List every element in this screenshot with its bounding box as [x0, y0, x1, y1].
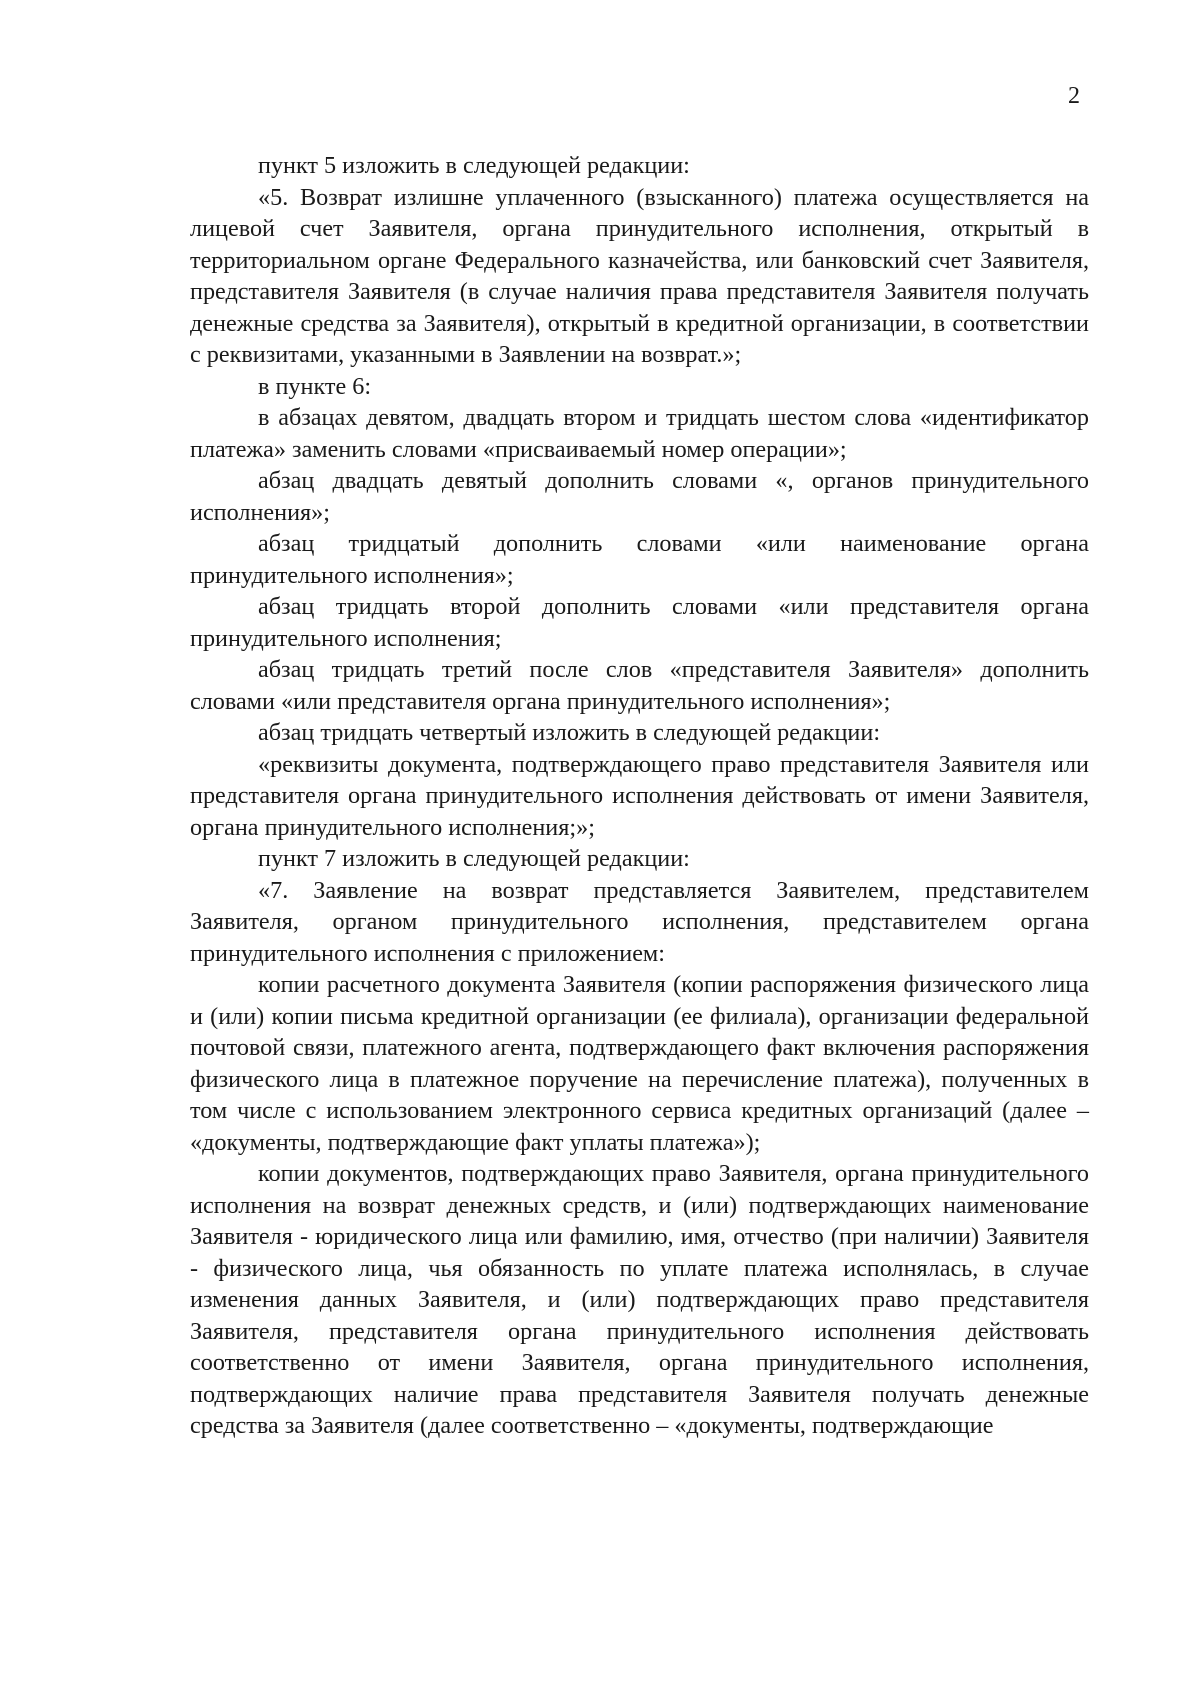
- document-body: [190, 150, 1089, 1442]
- paragraph: копии расчетного документа Заявителя (копии распоряжения физического лица и (или) копии письма кредитной организации (ее филиала), организации федеральной почтовой связи, платежного агента, подтверждающего факт включения распоряжения физического лица в платежное поручение на перечисление платежа), полученных в том числе с использованием электронного сервиса кредитных организаций (далее – «документы, подтверждающие факт уплаты платежа»);: [190, 971, 1089, 1156]
- paragraph: в пункте 6:: [258, 372, 372, 400]
- paragraph: копии документов, подтверждающих право Заявителя, органа принудительного исполнения на возврат денежных средств, и (или) подтверждающих наименование Заявителя - юридического лица или фамилию, имя, отчество (при наличии) Заявителя - физического лица, чья обязанность по уплате платежа исполнялась, в случае изменения данных Заявителя, и (или) подтверждающих право представителя Заявителя, представителя органа принудительного исполнения действовать соответственно от имени Заявителя, органа принудительного исполнения, подтверждающих наличие права представителя Заявителя получать денежные средства за Заявителя (далее соответственно – «документы, подтверждающие: [190, 1160, 1089, 1439]
- paragraph: абзац тридцатый дополнить словами «или наименование органа принудительного исполнения»;: [190, 530, 1089, 589]
- paragraph: абзац тридцать второй дополнить словами «или представителя органа принудительного исполнения;: [190, 593, 1089, 652]
- paragraph: абзац двадцать девятый дополнить словами «, органов принудительного исполнения»;: [190, 467, 1089, 526]
- paragraph: пункт 5 изложить в следующей редакции:: [258, 152, 690, 179]
- page-number: 2: [1068, 83, 1080, 109]
- paragraph: «7. Заявление на возврат представляется Заявителем, представителем Заявителя, органом принудительного исполнения, представителем органа принудительного исполнения с приложением:: [190, 876, 1089, 967]
- paragraph: в абзацах девятом, двадцать втором и тридцать шестом слова «идентификатор платежа» заменить словами «присваиваемый номер операции»;: [190, 404, 1089, 463]
- paragraph: абзац тридцать четвертый изложить в следующей редакции:: [258, 719, 881, 746]
- paragraph: «5. Возврат излишне уплаченного (взысканного) платежа осуществляется на лицевой счет Заявителя, органа принудительного исполнения, открытый в территориальном органе Федерального казначейства, или банковский счет Заявителя, представителя Заявителя (в случае наличия права представителя Заявителя получать денежные средства за Заявителя), открытый в кредитной организации, в соответствии с реквизитами, указанными в Заявлении на возврат.»;: [190, 183, 1089, 368]
- paragraph: «реквизиты документа, подтверждающего право представителя Заявителя или представителя органа принудительного исполнения действовать от имени Заявителя, органа принудительного исполнения;»;: [190, 750, 1089, 841]
- paragraph: абзац тридцать третий после слов «представителя Заявителя» дополнить словами «или представителя органа принудительного исполнения»;: [190, 656, 1089, 715]
- paragraph: пункт 7 изложить в следующей редакции:: [258, 845, 690, 872]
